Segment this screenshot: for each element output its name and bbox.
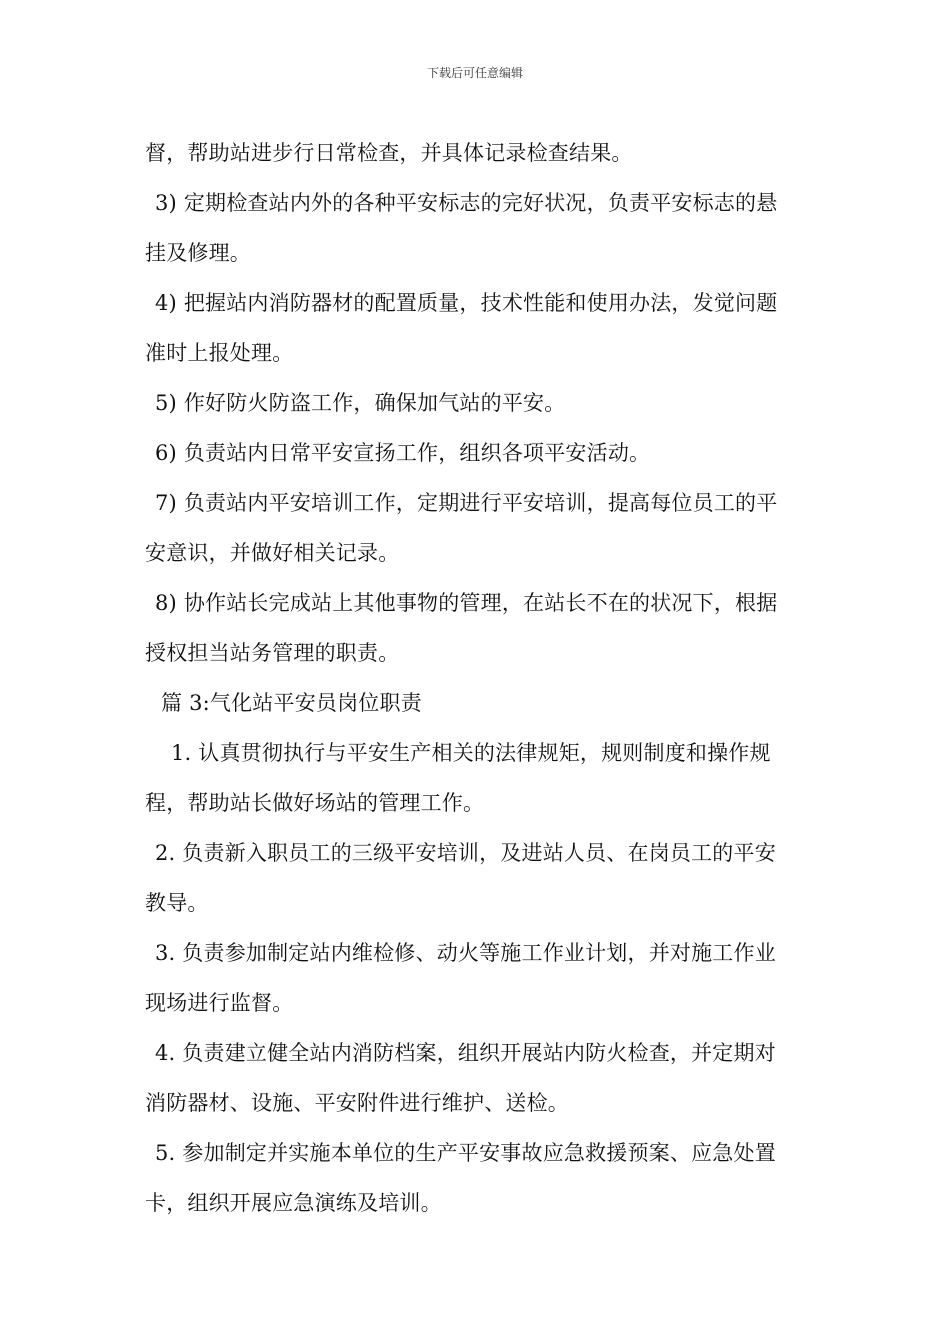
text-line: 授权担当站务管理的职责。 <box>145 641 400 665</box>
list-item-5: 5) 作好防火防盗工作，确保加气站的平安。 <box>155 391 566 415</box>
list-item-5b: 5. 参加制定并实施本单位的生产平安事故应急救援预案、应急处置 <box>155 1141 776 1165</box>
text-line: 挂及修理。 <box>145 241 251 265</box>
text-line: 教导。 <box>145 891 209 915</box>
section-heading: 篇 3:气化站平安员岗位职责 <box>161 691 422 715</box>
text-line: 现场进行监督。 <box>145 991 294 1015</box>
text-line: 卡，组织开展应急演练及培训。 <box>145 1191 442 1215</box>
list-item-3: 3) 定期检查站内外的各种平安标志的完好状况，负责平安标志的悬 <box>155 191 778 215</box>
list-item-1: 1. 认真贯彻执行与平安生产相关的法律规矩，规则制度和操作规 <box>171 741 771 765</box>
list-item-3b: 3. 负责参加制定站内维检修、动火等施工作业计划，并对施工作业 <box>155 941 776 965</box>
list-item-7: 7) 负责站内平安培训工作，定期进行平安培训，提高每位员工的平 <box>155 491 778 515</box>
page-header: 下载后可任意编辑 <box>426 66 523 80</box>
text-line: 安意识，并做好相关记录。 <box>145 541 400 565</box>
text-line: 准时上报处理。 <box>145 341 294 365</box>
list-item-4b: 4. 负责建立健全站内消防档案，组织开展站内防火检查，并定期对 <box>155 1041 776 1065</box>
list-item-4: 4) 把握站内消防器材的配置质量，技术性能和使用办法，发觉问题 <box>155 291 778 315</box>
list-item-2: 2. 负责新入职员工的三级平安培训，及进站人员、在岗员工的平安 <box>155 841 776 865</box>
document-body <box>145 130 810 1230</box>
text-line: 消防器材、设施、平安附件进行维护、送检。 <box>145 1091 569 1115</box>
list-item-8: 8) 协作站长完成站上其他事物的管理，在站长不在的状况下，根据 <box>155 591 778 615</box>
text-line: 督，帮助站进步行日常检查，并具体记录检查结果。 <box>145 141 633 165</box>
text-line: 程，帮助站长做好场站的管理工作。 <box>145 791 485 815</box>
list-item-6: 6) 负责站内日常平安宣扬工作，组织各项平安活动。 <box>155 441 651 465</box>
